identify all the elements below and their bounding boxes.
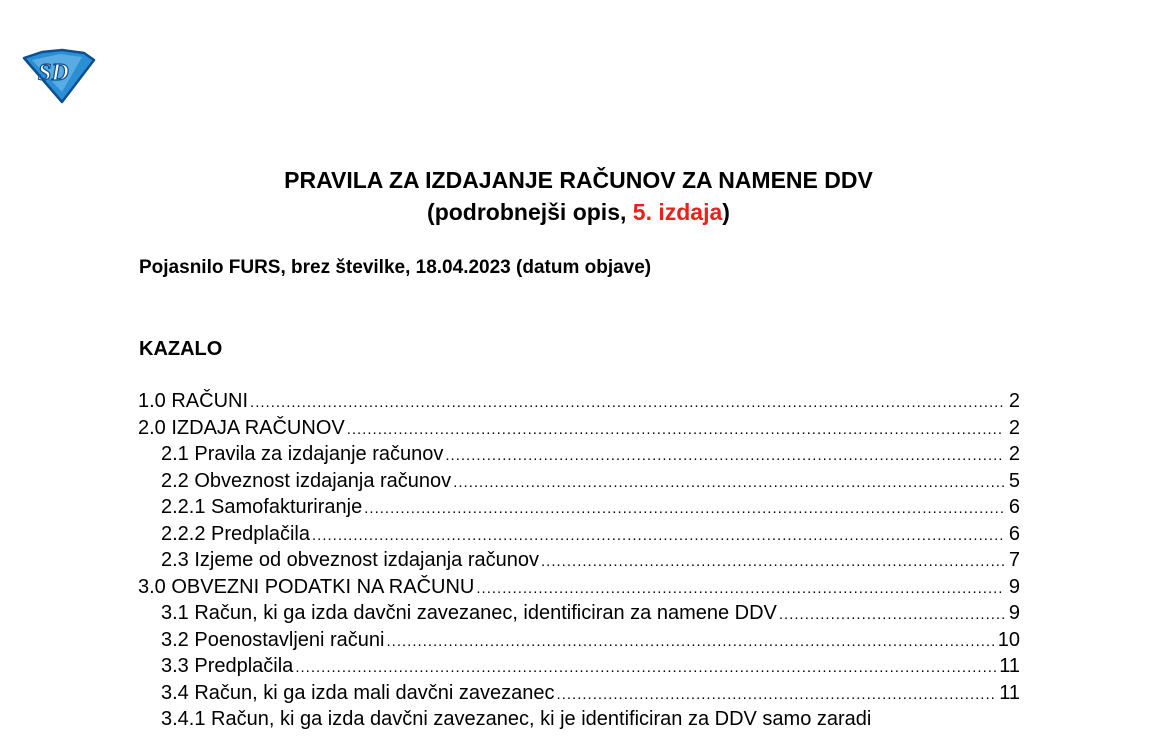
toc-dot-leader bbox=[250, 394, 1004, 411]
toc-dot-leader bbox=[295, 659, 997, 676]
toc-dot-leader bbox=[445, 447, 1004, 464]
toc-entry-label: 1.0 RAČUNI bbox=[138, 390, 249, 412]
toc-dot-leader bbox=[312, 527, 1004, 544]
edition-prefix: (podrobnejši opis, bbox=[427, 199, 633, 225]
toc-entry-label: 2.2.1 Samofakturiranje bbox=[161, 496, 363, 518]
toc-dot-leader bbox=[557, 686, 998, 703]
toc-entry-label: 3.0 OBVEZNI PODATKI NA RAČUNU bbox=[138, 575, 475, 598]
toc-entry[interactable] bbox=[138, 443, 1020, 470]
toc-page-number: 11 bbox=[999, 655, 1020, 677]
toc-entry-label: 3.4.1 Račun, ki ga izda davčni zavezanec, ki je identificiran za DDV samo zaradi bbox=[161, 708, 872, 730]
toc-dot-leader bbox=[364, 500, 1004, 517]
toc-page-number: 2 bbox=[1008, 390, 1020, 412]
toc-entry[interactable] bbox=[138, 655, 1020, 682]
toc-entry-label: 2.2.2 Predplačila bbox=[161, 522, 310, 545]
table-of-contents bbox=[138, 390, 1020, 735]
toc-page-number: 9 bbox=[1008, 575, 1020, 598]
toc-entry[interactable] bbox=[138, 576, 1020, 603]
toc-entry[interactable] bbox=[138, 523, 1020, 550]
toc-page-number: 9 bbox=[1008, 602, 1020, 624]
toc-page-number: 10 bbox=[997, 628, 1020, 651]
toc-page-number: 6 bbox=[1008, 496, 1020, 518]
toc-page-number: 11 bbox=[999, 681, 1020, 704]
toc-entry-label: 3.3 Predplačila bbox=[161, 655, 294, 677]
edition-number: 5. izdaja bbox=[632, 199, 723, 225]
toc-entry-label: 2.3 Izjeme od obveznost izdajanja računov bbox=[161, 549, 540, 571]
toc-dot-leader bbox=[453, 474, 1004, 491]
toc-page-number: 6 bbox=[1008, 522, 1020, 545]
toc-dot-leader bbox=[347, 421, 1004, 438]
toc-dot-leader bbox=[779, 606, 1004, 623]
toc-page-number: 5 bbox=[1008, 469, 1020, 492]
toc-entry[interactable] bbox=[138, 496, 1020, 523]
toc-entry[interactable] bbox=[138, 470, 1020, 497]
toc-entry-label: 2.0 IZDAJA RAČUNOV bbox=[138, 416, 345, 439]
toc-page-number: 2 bbox=[1008, 443, 1020, 465]
toc-entry[interactable] bbox=[138, 549, 1020, 576]
toc-entry-label: 3.2 Poenostavljeni računi bbox=[161, 628, 385, 651]
document-subtitle-edition bbox=[0, 199, 1157, 226]
furs-explanation-line: Pojasnilo FURS, brez številke, 18.04.2023 (datum objave) bbox=[139, 257, 652, 278]
toc-entry-label: 2.1 Pravila za izdajanje računov bbox=[161, 443, 444, 465]
toc-entry-label: 2.2 Obveznost izdajanja računov bbox=[161, 469, 452, 492]
toc-entry-label: 3.4 Račun, ki ga izda mali davčni zavezanec bbox=[161, 681, 555, 704]
toc-entry[interactable] bbox=[138, 708, 1020, 735]
toc-page-number: 7 bbox=[1008, 549, 1020, 571]
toc-dot-leader bbox=[476, 580, 1004, 597]
toc-dot-leader bbox=[386, 633, 995, 650]
company-logo bbox=[22, 48, 96, 104]
toc-entry[interactable] bbox=[138, 417, 1020, 444]
toc-entry[interactable] bbox=[138, 602, 1020, 629]
edition-suffix: ) bbox=[722, 199, 730, 225]
toc-entry[interactable] bbox=[138, 629, 1020, 656]
toc-entry[interactable] bbox=[138, 390, 1020, 417]
document-title: PRAVILA ZA IZDAJANJE RAČUNOV ZA NAMENE DDV bbox=[284, 167, 873, 193]
table-of-contents-heading: KAZALO bbox=[139, 338, 223, 360]
toc-entry-label: 3.1 Račun, ki ga izda davčni zavezanec, identificiran za namene DDV bbox=[161, 602, 777, 624]
svg-text:SD: SD bbox=[38, 60, 69, 86]
toc-dot-leader bbox=[541, 553, 1004, 570]
toc-entry[interactable] bbox=[138, 682, 1020, 709]
toc-page-number: 2 bbox=[1008, 416, 1020, 439]
